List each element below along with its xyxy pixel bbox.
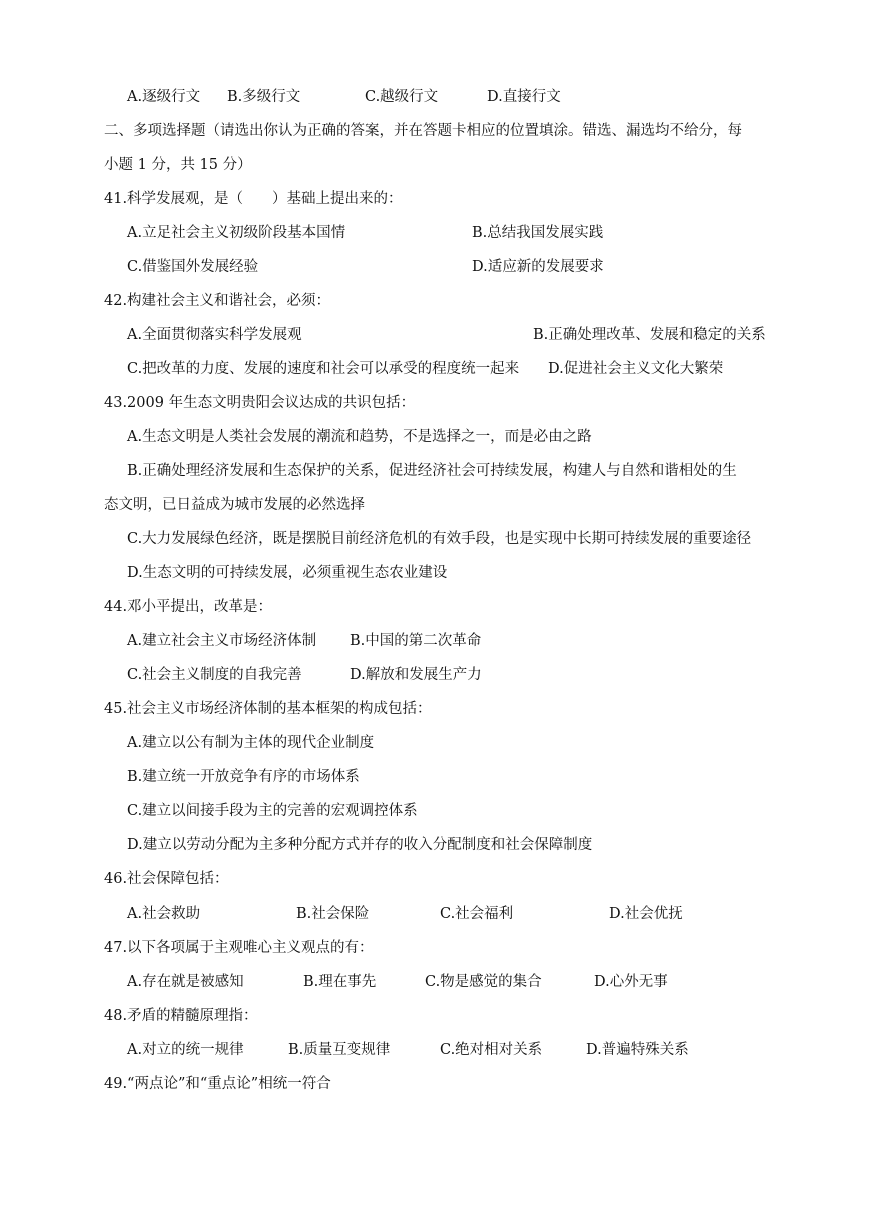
q43-option-c: C.大力发展绿色经济，既是摆脱目前经济危机的有效手段，也是实现中长期可持续发展的重要途径 (127, 531, 752, 547)
q42-option-c: C.把改革的力度、发展的速度和社会可以承受的程度统一起来 (127, 361, 520, 377)
q45-option-d: D.建立以劳动分配为主多种分配方式并存的收入分配制度和社会保障制度 (127, 837, 593, 853)
question-43-stem: 43.2009 年生态文明贵阳会议达成的共识包括： (104, 395, 416, 411)
q46-option-b: B.社会保险 (296, 906, 370, 922)
q41-option-d: D.适应新的发展要求 (472, 259, 604, 275)
q41-option-c: C.借鉴国外发展经验 (127, 259, 259, 275)
q46-option-a: A.社会救助 (127, 906, 201, 922)
q47-option-a: A.存在就是被感知 (127, 974, 244, 990)
q47-option-b: B.理在事先 (303, 974, 377, 990)
q47-option-d: D.心外无事 (594, 974, 668, 990)
option-b: B.多级行文 (227, 89, 301, 105)
question-49-stem: 49.“两点论”和“重点论”相统一符合 (104, 1076, 331, 1092)
q47-option-c: C.物是感觉的集合 (425, 974, 542, 990)
q45-option-c: C.建立以间接手段为主的完善的宏观调控体系 (127, 803, 418, 819)
question-42-stem: 42.构建社会主义和谐社会，必须： (104, 293, 331, 309)
q45-option-b: B.建立统一开放竞争有序的市场体系 (127, 769, 360, 785)
question-41-stem: 41.科学发展观，是（ ）基础上提出来的： (104, 191, 403, 207)
section-heading: 二、多项选择题（请选出你认为正确的答案，并在答题卡相应的位置填涂。错选、漏选均不给分，每 (104, 123, 742, 139)
q45-option-a: A.建立以公有制为主体的现代企业制度 (127, 735, 375, 751)
q43-option-d: D.生态文明的可持续发展，必须重视生态农业建设 (127, 565, 448, 581)
q44-option-c: C.社会主义制度的自我完善 (127, 667, 302, 683)
q44-option-d: D.解放和发展生产力 (350, 667, 482, 683)
q48-option-d: D.普遍特殊关系 (586, 1042, 689, 1058)
q41-option-b: B.总结我国发展实践 (472, 225, 604, 241)
q42-option-d: D.促进社会主义文化大繁荣 (548, 361, 724, 377)
option-c: C.越级行文 (365, 89, 439, 105)
section-heading-cont: 小题 1 分，共 15 分） (104, 157, 252, 173)
q42-option-b: B.正确处理改革、发展和稳定的关系 (533, 327, 766, 343)
q48-option-b: B.质量互变规律 (288, 1042, 391, 1058)
option-d: D.直接行文 (487, 89, 561, 105)
q48-option-a: A.对立的统一规律 (127, 1042, 244, 1058)
question-47-stem: 47.以下各项属于主观唯心主义观点的有： (104, 940, 374, 956)
q41-option-a: A.立足社会主义初级阶段基本国情 (127, 225, 346, 241)
q46-option-c: C.社会福利 (440, 906, 514, 922)
question-45-stem: 45.社会主义市场经济体制的基本框架的构成包括： (104, 701, 432, 717)
question-44-stem: 44.邓小平提出，改革是： (104, 599, 273, 615)
q44-option-b: B.中国的第二次革命 (350, 633, 482, 649)
question-46-stem: 46.社会保障包括： (104, 871, 229, 887)
q44-option-a: A.建立社会主义市场经济体制 (127, 633, 317, 649)
question-48-stem: 48.矛盾的精髓原理指： (104, 1008, 258, 1024)
option-a: A.逐级行文 (127, 89, 201, 105)
q42-option-a: A.全面贯彻落实科学发展观 (127, 327, 302, 343)
q48-option-c: C.绝对相对关系 (440, 1042, 543, 1058)
q43-option-a: A.生态文明是人类社会发展的潮流和趋势，不是选择之一，而是必由之路 (127, 429, 592, 445)
q46-option-d: D.社会优抚 (609, 906, 683, 922)
q43-option-b: B.正确处理经济发展和生态保护的关系，促进经济社会可持续发展，构建人与自然和谐相处的生 (127, 463, 737, 479)
q43-option-b-cont: 态文明，已日益成为城市发展的必然选择 (104, 497, 365, 513)
